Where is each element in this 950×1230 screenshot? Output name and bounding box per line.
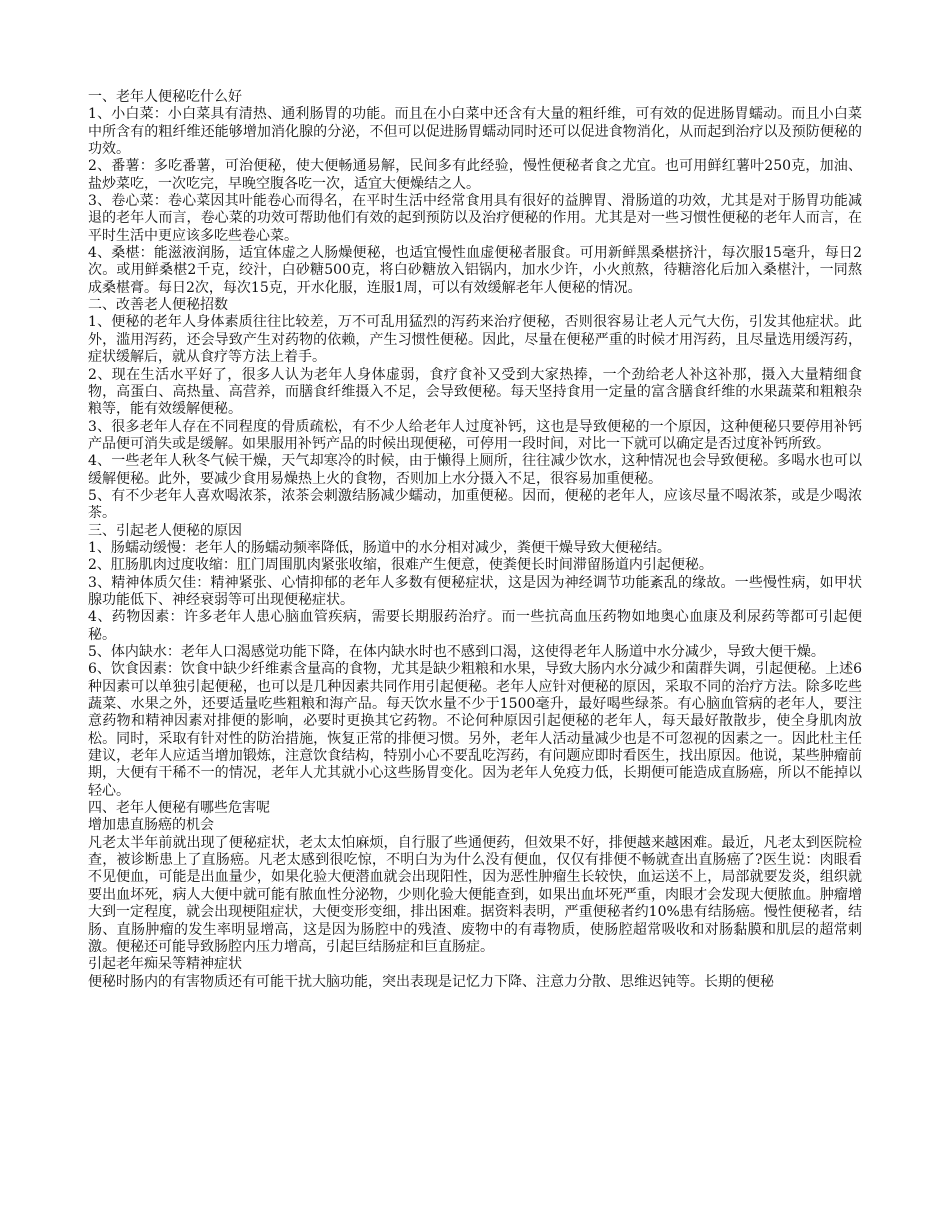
section-heading-4: 四、老年人便秘有哪些危害呢 xyxy=(88,800,270,817)
document-body xyxy=(88,89,862,991)
paragraph: 5、体内缺水：老年人口渴感觉功能下降，在体内缺水时也不感到口渴，这使得老年人肠道中水分减少，导致大便干燥。 xyxy=(88,644,825,660)
paragraph: 1、小白菜：小白菜具有清热、通利肠胃的功能。而且在小白菜中还含有大量的粗纤维，可有效的促进肠胃蠕动。而且小白菜中所含有的粗纤维还能够增加消化腺的分泌，不但可以促进肠胃蠕动同时还可以促进食物消化，从而起到治疗以及预防便秘的功效。 xyxy=(88,106,862,158)
paragraph: 2、现在生活水平好了，很多人认为老年人身体虚弱，食疗食补又受到大家热捧，一个劲给老人补这补那，摄入大量精细食物，高蛋白、高热量、高营养，而膳食纤维摄入不足，会导致便秘。每天坚持食用一定量的富含膳食纤维的水果蔬菜和粗粮杂粮等，能有效缓解便秘。 xyxy=(88,366,862,418)
section-heading-2: 二、改善老人便秘招数 xyxy=(88,297,228,314)
paragraph: 2、肛肠肌肉过度收缩：肛门周围肌肉紧张收缩，很难产生便意，使粪便长时间滞留肠道内引起便秘。 xyxy=(88,557,713,574)
paragraph: 3、卷心菜：卷心菜因其叶能卷心而得名，在平时生活中经常食用具有很好的益脾胃、滑肠道的功效，尤其是对于肠胃功能减退的老年人而言，卷心菜的功效可帮助他们有效的起到预防以及治疗便秘的作用。尤其是对一些习惯性便秘的老年人而言，在平时生活中更应该多吃些卷心菜。 xyxy=(88,193,862,244)
paragraph: 1、肠蠕动缓慢：老年人的肠蠕动频率降低，肠道中的水分相对减少，粪便干燥导致大便秘结。 xyxy=(88,539,671,556)
paragraph: 4、一些老年人秋冬气候干燥，天气却寒冷的时候，由于懒得上厕所，往往减少饮水，这种情况也会导致便秘。多喝水也可以缓解便秘。此外，要减少食用易燥热上火的食物，否则加上水分摄入不足，很容易加重便秘。 xyxy=(88,453,862,487)
paragraph: 3、精神体质欠佳：精神紧张、心情抑郁的老年人多数有便秘症状，这是因为神经调节功能紊乱的缘故。一些慢性病，如甲状腺功能低下、神经衰弱等可出现便秘症状。 xyxy=(88,574,862,608)
paragraph: 5、有不少老年人喜欢喝浓茶，浓茶会刺激结肠减少蠕动，加重便秘。因而，便秘的老年人，应该尽量不喝浓茶，或是少喝浓茶。 xyxy=(88,487,862,522)
subsection-heading: 增加患直肠癌的机会 xyxy=(88,817,214,834)
section-heading-1: 一、老年人便秘吃什么好 xyxy=(88,89,242,105)
paragraph: 4、药物因素：许多老年人患心脑血管疾病，需要长期服药治疗。而一些抗高血压药物如地奥心血康及利尿药等都可引起便秘。 xyxy=(88,609,862,643)
paragraph: 凡老太半年前就出现了便秘症状，老太太怕麻烦，自行服了些通便药，但效果不好，排便越来越困难。最近，凡老太到医院检查，被诊断患上了直肠癌。凡老太感到很吃惊，不明白为为什么没有便血，仅仅有排便不畅就查出直肠癌了?医生说：肉眼看不见便血，可能是出血量少，如果化验大便潜血就会出现阳性，因为恶性肿瘤生长较快，血运送不上，局部就要发炎，组织就要出血坏死，病人大便中就可能有脓血性分泌物，少则化验大便能查到，如果出血坏死严重，肉眼才会发现大便脓血。肿瘤增大到一定程度，就会出现梗阻症状，大便变形变细，排出困难。据资料表明，严重便秘者约10%患有结肠癌。慢性便秘者，结肠、直肠肿瘤的发生率明显增高，这是因为肠腔中的残渣、废物中的有毒物质，使肠腔超常吸收和对肠黏膜和肌层的超常刺激。便秘还可能导致肠腔内压力增高，引起巨结肠症和巨直肠症。 xyxy=(88,834,862,955)
paragraph: 2、番薯：多吃番薯，可治便秘，使大便畅通易解，民间多有此经验，慢性便秘者食之尤宜。也可用鲜红薯叶250克，加油、盐炒菜吃，一次吃完，早晚空腹各吃一次，适宜大便燥结之人。 xyxy=(88,158,862,192)
paragraph: 3、很多老年人存在不同程度的骨质疏松，有不少人给老年人过度补钙，这也是导致便秘的一个原因，这种便秘只要停用补钙产品便可消失或是缓解。如果服用补钙产品的时候出现便秘，可停用一段时间，对比一下就可以确定是否过度补钙所致。 xyxy=(88,418,862,452)
paragraph: 6、饮食因素：饮食中缺少纤维素含量高的食物，尤其是缺少粗粮和水果，导致大肠内水分减少和菌群失调，引起便秘。上述6种因素可以单独引起便秘，也可以是几种因素共同作用引起便秘。老年人应针对便秘的原因，采取不同的治疗方法。除多吃些蔬菜、水果之外，还要适量吃些粗粮和海产品。每天饮水量不少于1500毫升，最好喝些绿茶。有心脑血管病的老年人，要注意药物和精神因素对排便的影响，必要时更换其它药物。不论何种原因引起便秘的老年人，每天最好散散步，使全身肌肉放松。同时，采取有针对性的防治措施，恢复正常的排便习惯。另外，老年人活动量减少也是不可忽视的因素之一。因此杜主任建议，老年人应适当增加锻炼，注意饮食结构，特别小心不要乱吃泻药，有问题应即时看医生，找出原因。他说，某些肿瘤前期，大便有干稀不一的情况，老年人尤其就小心这些肠胃变化。因为老年人免疫力低，长期便可能造成直肠癌，所以不能掉以轻心。 xyxy=(88,661,862,799)
subsection-heading: 引起老年痴呆等精神症状 xyxy=(88,956,242,973)
paragraph: 1、便秘的老年人身体素质往往比较差，万不可乱用猛烈的泻药来治疗便秘，否则很容易让老人元气大伤，引发其他症状。此外，滥用泻药，还会导致产生对药物的依赖，产生习惯性便秘。因此，尽量在便秘严重的时候才用泻药，且尽量选用缓泻药，症状缓解后，就从食疗等方法上着手。 xyxy=(88,314,862,366)
paragraph: 便秘时肠内的有害物质还有可能干扰大脑功能，突出表现是记忆力下降、注意力分散、思维迟钝等。长期的便秘 xyxy=(88,973,774,990)
paragraph: 4、桑椹：能滋液润肠，适宜体虚之人肠燥便秘，也适宜慢性血虚便秘者服食。可用新鲜黑桑椹挤汁，每次服15毫升，每日2次。或用鲜桑椹2千克，绞汁，白砂糖500克，将白砂糖放入铝锅内，加水少许，小火煎熬，待糖溶化后加入桑椹汁，一同熬成桑椹膏。每日2次，每次15克，开水化服，连服1周，可以有效缓解老年人便秘的情况。 xyxy=(88,245,862,296)
section-heading-3: 三、引起老人便秘的原因 xyxy=(88,522,242,539)
